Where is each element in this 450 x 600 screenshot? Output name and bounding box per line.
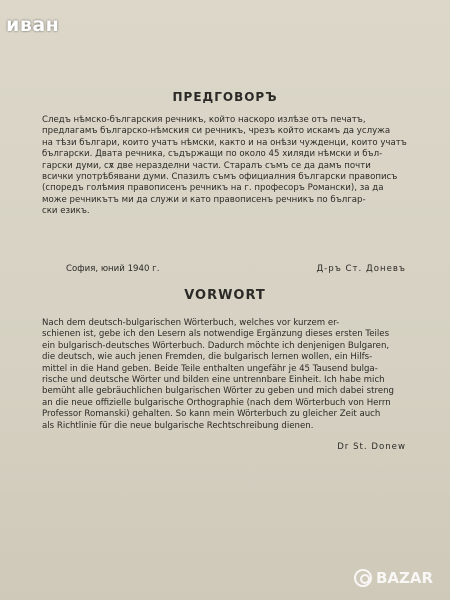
text-line: die deutsch, wie auch jenen Fremden, die bulgarisch lernen wollen, ein Hilfs-: [42, 352, 373, 363]
text-line: може речникътъ ми да служи и като правописенъ речникъ по българ-: [42, 194, 366, 205]
text-line: на тѣзи българи, които учатъ нѣмски, както и на онѣзи чужденци, които учатъ: [42, 137, 407, 148]
preface-de-body: [42, 318, 422, 432]
text-line: mittel in die Hand geben. Beide Teile enthalten ungefähr je 45 Tausend bulga-: [42, 363, 378, 374]
text-line: ски езикъ.: [42, 206, 90, 217]
text-line: ein bulgarisch-deutsches Wörterbuch. Dadurch möchte ich denjenigen Bulgaren,: [42, 340, 390, 351]
brand-watermark-text: BAZAR: [376, 569, 434, 587]
text-line: rische und deutsche Wörter und bilden eine untrennbare Einheit. Ich habe mich: [42, 375, 385, 386]
preface-de-heading: VORWORT: [184, 288, 266, 303]
text-line: Следъ нѣмско-българския речникъ, който наскоро излѣзе отъ печатъ,: [42, 115, 366, 125]
text-line: Nach dem deutsch-bulgarischen Wörterbuch, welches vor kurzem er-: [42, 318, 340, 328]
text-line: български. Двата речника, съдържащи по около 45 хиляди нѣмски и бъл-: [42, 149, 383, 160]
signature-de: Dr St. Donew: [337, 442, 406, 452]
text-line: (споредъ голѣмия правописенъ речникъ на г. професоръ Романски), за да: [42, 183, 384, 194]
text-line: гарски думи, сѫ две неразделни части. Старалъ съмъ се да дамъ почти: [42, 160, 371, 171]
signature-bg: Д-ръ Ст. Доневъ: [316, 264, 406, 274]
text-line: Professor Romanski) gehalten. So kann mein Wörterbuch zu gleicher Zeit auch: [42, 409, 381, 420]
text-line: bemüht alle gebräuchlichen bulgarischen Wörter zu geben und mich dabei streng: [42, 386, 395, 397]
site-watermark: иван: [6, 14, 60, 36]
text-line: всички употрѣбявани думи. Спазилъ съмъ официалния български правописъ: [42, 172, 398, 183]
text-line: предлагамъ българско-нѣмския си речникъ, чрезъ който искамъ да услужа: [42, 126, 391, 137]
brand-watermark: [354, 566, 442, 590]
place-date: София, юний 1940 г.: [66, 264, 160, 274]
bazar-logo-icon: [354, 569, 372, 587]
preface-bg-body: [42, 115, 422, 218]
text-line: an die neue offizielle bulgarische Orthographie (nach dem Wörterbuch von Herrn: [42, 397, 391, 408]
text-line: schienen ist, gebe ich den Lesern als notwendige Ergänzung dieses ersten Teiles: [42, 329, 390, 340]
text-line: als Richtlinie für die neue bulgarische Rechtschreibung dienen.: [42, 420, 314, 431]
preface-bg-heading: ПРЕДГОВОРЪ: [172, 90, 278, 104]
